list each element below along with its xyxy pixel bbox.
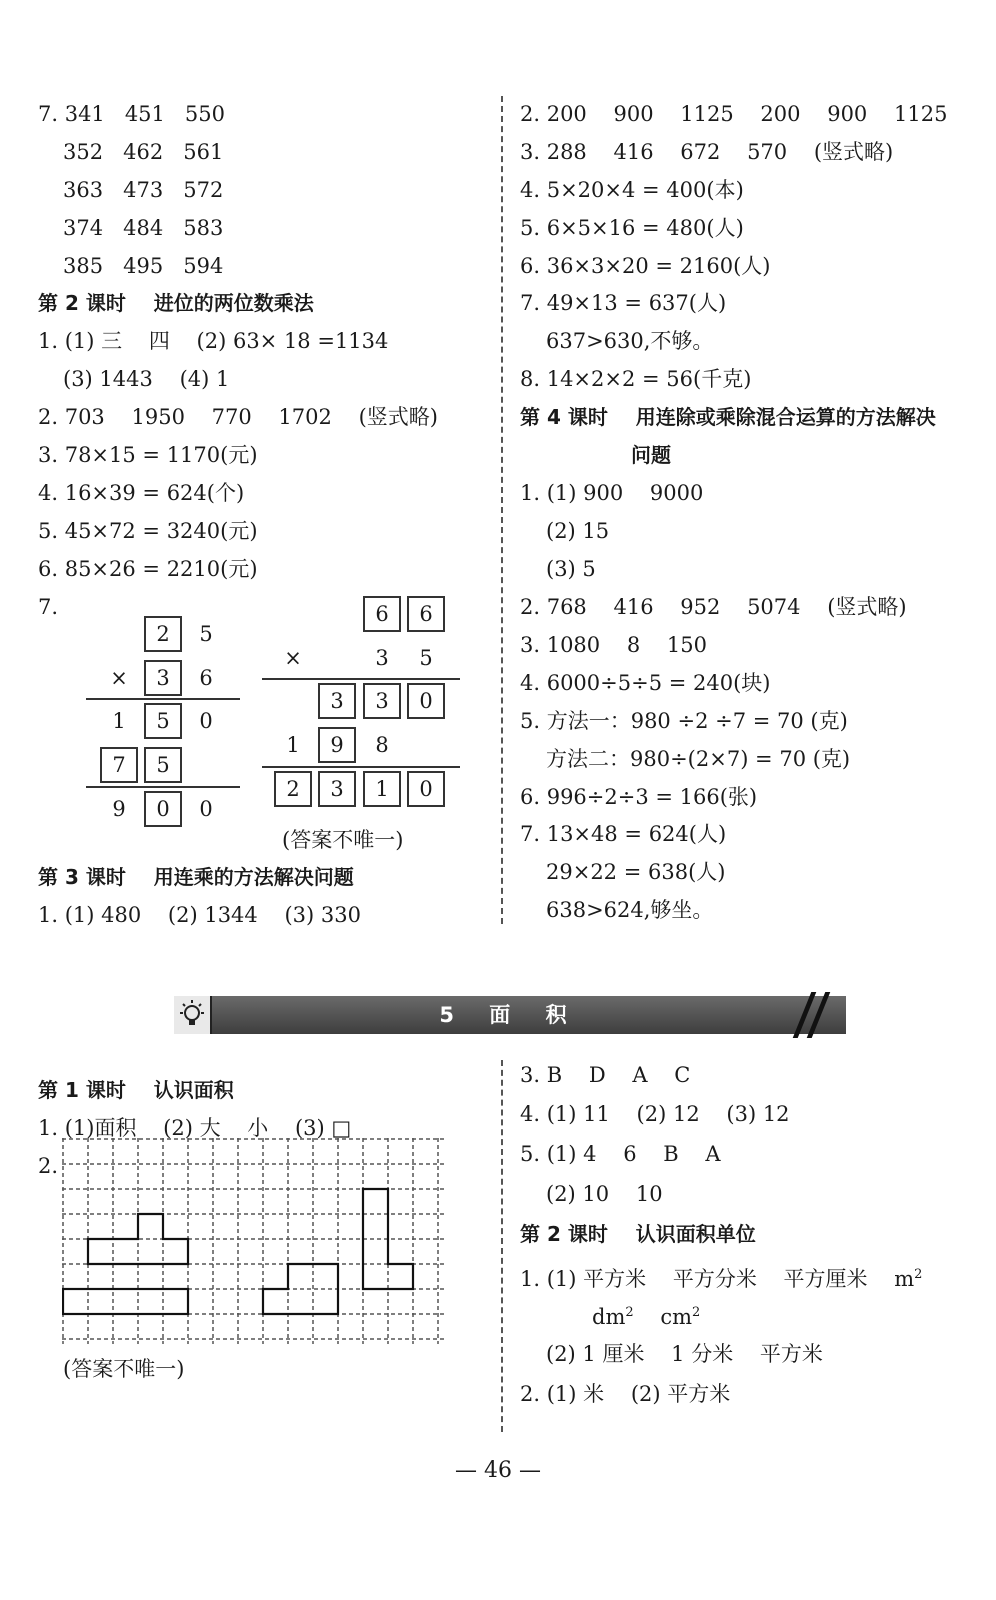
answer-line: 352 462 561 — [63, 140, 224, 164]
answer-box: 6 — [407, 596, 445, 632]
answer-line: 6. 85×26 = 2210(元) — [38, 557, 258, 581]
answer-box: 0 — [407, 771, 445, 807]
answer-box: 3 — [318, 771, 356, 807]
answer-box: 6 — [363, 596, 401, 632]
answer-line: 7. 49×13 = 637(人) — [520, 291, 727, 315]
answer-line: 3. B D A C — [520, 1063, 691, 1087]
answer-box: 3 — [144, 660, 182, 696]
answer-line: 5. 6×5×16 = 480(人) — [520, 216, 744, 240]
column-divider-top — [501, 96, 503, 924]
answer-box: 0 — [407, 683, 445, 719]
page-number: — 46 — — [455, 1458, 541, 1483]
answer-box: 5 — [144, 747, 182, 783]
sum-line — [262, 678, 460, 680]
answer-line: 3. 1080 8 150 — [520, 633, 708, 657]
question-label: 7. — [38, 595, 59, 619]
question-label: 2. — [38, 1154, 59, 1178]
answer-line: (2) 1 厘米 1 分米 平方米 — [546, 1342, 823, 1366]
answer-box: 2 — [274, 771, 312, 807]
digit: 5 — [419, 646, 433, 670]
digit: 1 — [112, 709, 126, 733]
unit-dm: dm — [592, 1305, 626, 1329]
lesson-heading: 第 3 课时 用连乘的方法解决问题 — [38, 865, 354, 889]
answer-line: 3. 78×15 = 1170(元) — [38, 443, 258, 467]
digit: 0 — [199, 709, 213, 733]
answer-line: 5. 45×72 = 3240(元) — [38, 519, 258, 543]
digit: 8 — [375, 733, 389, 757]
unit-cm: cm — [660, 1305, 693, 1329]
section-title: 5 面 积 — [439, 1003, 581, 1027]
digit: 9 — [112, 797, 126, 821]
digit: 1 — [286, 733, 300, 757]
answer-line: 1. (1) 900 9000 — [520, 481, 704, 505]
answer-box: 9 — [318, 727, 356, 763]
answer-line: (2) 10 10 — [546, 1182, 663, 1206]
superscript: 2 — [692, 1305, 701, 1320]
answer-line: 638>624,够坐。 — [546, 898, 714, 922]
sum-line — [262, 766, 460, 768]
answer-line: 4. 5×20×4 = 400(本) — [520, 178, 744, 202]
lesson-heading: 第 2 课时 进位的两位数乘法 — [38, 291, 314, 315]
note: (答案不唯一) — [63, 1357, 185, 1381]
answer-line: 4. (1) 11 (2) 12 (3) 12 — [520, 1102, 790, 1126]
digit: 6 — [199, 666, 213, 690]
answer-line: (2) 15 — [546, 519, 610, 543]
answer-line: 5. 方法一：980 ÷2 ÷7 = 70 (克) — [520, 709, 848, 733]
lesson-heading: 第 2 课时 认识面积单位 — [520, 1222, 756, 1246]
answer-box: 7 — [100, 747, 138, 783]
sum-line — [86, 786, 240, 788]
lesson-heading-cont: 问题 — [631, 443, 671, 467]
answer-line: 2. (1) 米 (2) 平方米 — [520, 1382, 731, 1406]
answer-line: 8. 14×2×2 = 56(千克) — [520, 367, 752, 391]
answer-line: 7. 13×48 = 624(人) — [520, 822, 727, 846]
area-grid — [62, 1138, 446, 1344]
answer-line — [520, 1262, 922, 1292]
answer-box: 3 — [363, 683, 401, 719]
answer-line: 637>630,不够。 — [546, 329, 714, 353]
answer-line: 2. 768 416 952 5074 (竖式略) — [520, 595, 907, 619]
answer-line: 4. 16×39 = 624(个) — [38, 481, 245, 505]
answer-line: 6. 996÷2÷3 = 166(张) — [520, 785, 758, 809]
answer-line: 1. (1)面积 (2) 大 小 (3) □ — [38, 1116, 352, 1140]
answer-line: 4. 6000÷5÷5 = 240(块) — [520, 671, 771, 695]
superscript: 2 — [625, 1305, 634, 1320]
answer-box: 3 — [318, 683, 356, 719]
answer-line: 6. 36×3×20 = 2160(人) — [520, 254, 771, 278]
answer-box: 1 — [363, 771, 401, 807]
multiply-sign: × — [110, 666, 128, 690]
digit: 3 — [375, 646, 389, 670]
answer-line: 3. 288 416 672 570 (竖式略) — [520, 140, 894, 164]
lesson-heading: 第 4 课时 用连除或乘除混合运算的方法解决 — [520, 405, 936, 429]
column-divider-bottom — [501, 1060, 503, 1432]
units-text: 1. (1) 平方米 平方分米 平方厘米 m — [520, 1267, 915, 1291]
note: (答案不唯一) — [282, 828, 404, 852]
answer-line — [592, 1300, 700, 1330]
answer-line: 方法二：980÷(2×7) = 70 (克) — [546, 747, 851, 771]
answer-line: 1. (1) 480 (2) 1344 (3) 330 — [38, 903, 361, 927]
answer-line: 374 484 583 — [63, 216, 224, 240]
multiply-sign: × — [284, 646, 302, 670]
answer-line: (3) 1443 (4) 1 — [63, 367, 230, 391]
answer-box: 5 — [144, 703, 182, 739]
answer-box: 0 — [144, 791, 182, 827]
answer-line: 2. 200 900 1125 200 900 1125 — [520, 102, 948, 126]
digit: 5 — [199, 622, 213, 646]
answer-box: 2 — [144, 616, 182, 652]
digit: 0 — [199, 797, 213, 821]
answer-line: 363 473 572 — [63, 178, 224, 202]
section-banner — [174, 996, 846, 1034]
answer-line: 29×22 = 638(人) — [546, 860, 726, 884]
answer-line: 7. 341 451 550 — [38, 102, 226, 126]
answer-line: 385 495 594 — [63, 254, 224, 278]
sum-line — [86, 698, 240, 700]
answer-line: 5. (1) 4 6 B A — [520, 1142, 721, 1166]
superscript: 2 — [914, 1267, 923, 1282]
answer-line: 1. (1) 三 四 (2) 63× 18 =1134 — [38, 329, 389, 353]
answer-line: (3) 5 — [546, 557, 596, 581]
answer-line: 2. 703 1950 770 1702 (竖式略) — [38, 405, 438, 429]
lesson-heading: 第 1 课时 认识面积 — [38, 1078, 234, 1102]
